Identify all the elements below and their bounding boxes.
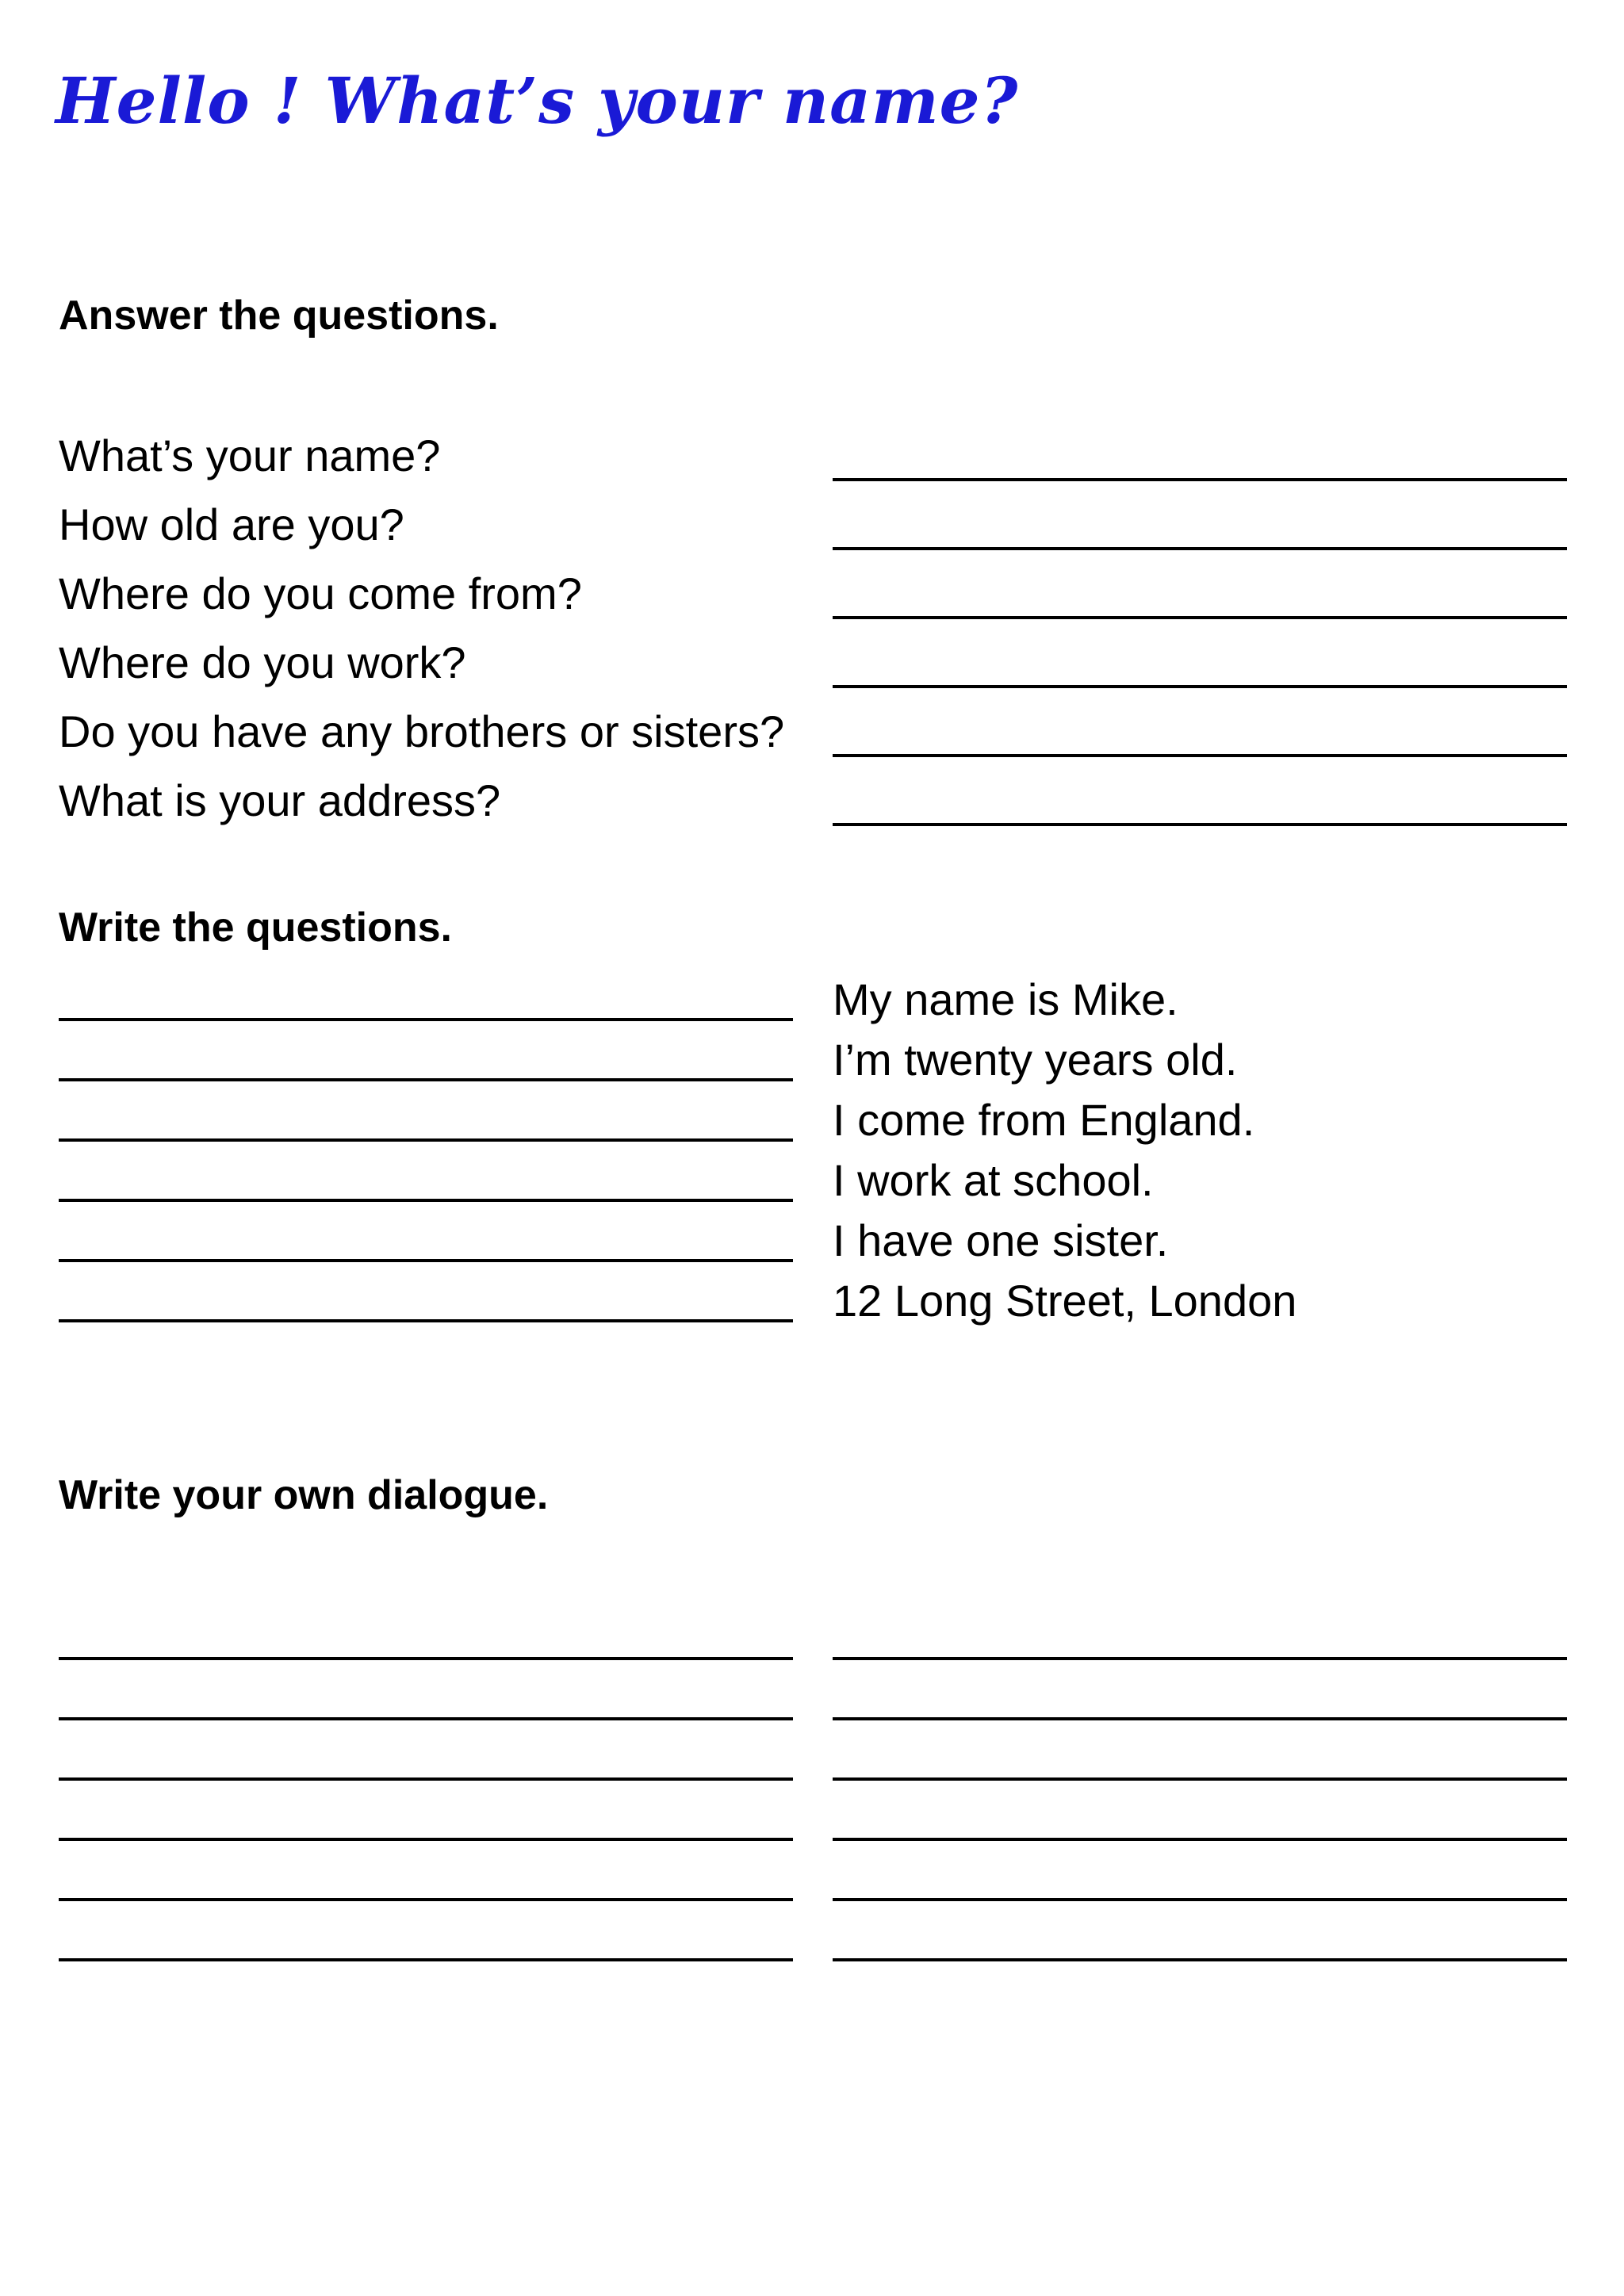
dialogue-line-left[interactable] [59, 1657, 793, 1660]
dialogue-line-right[interactable] [833, 1657, 1567, 1660]
question-text: How old are you? [59, 499, 404, 549]
question-text: What is your address? [59, 775, 501, 825]
question-line[interactable] [59, 1078, 793, 1081]
dialogue-line-right[interactable] [833, 1717, 1567, 1720]
question-text: Do you have any brothers or sisters? [59, 706, 785, 756]
answer-text: I come from England. [833, 1095, 1255, 1145]
dialogue-line-right[interactable] [833, 1838, 1567, 1841]
question-line[interactable] [59, 1018, 793, 1021]
question-line[interactable] [59, 1199, 793, 1202]
question-line[interactable] [59, 1259, 793, 1262]
question-text: Where do you work? [59, 637, 466, 687]
dialogue-line-left[interactable] [59, 1898, 793, 1901]
question-text: What’s your name? [59, 430, 441, 480]
answer-line[interactable] [833, 754, 1567, 757]
answer-line[interactable] [833, 478, 1567, 481]
question-line[interactable] [59, 1319, 793, 1322]
answer-line[interactable] [833, 685, 1567, 688]
answer-text: 12 Long Street, London [833, 1276, 1297, 1326]
answer-text: I work at school. [833, 1155, 1154, 1205]
dialogue-line-left[interactable] [59, 1717, 793, 1720]
dialogue-section-heading: Write your own dialogue. [59, 1472, 549, 1518]
answer-text: My name is Mike. [833, 974, 1178, 1024]
question-text: Where do you come from? [59, 568, 582, 618]
dialogue-line-left[interactable] [59, 1777, 793, 1781]
question-line[interactable] [59, 1138, 793, 1142]
write-section-heading: Write the questions. [59, 905, 452, 951]
answer-line[interactable] [833, 547, 1567, 550]
answer-text: I have one sister. [833, 1215, 1169, 1265]
dialogue-line-right[interactable] [833, 1958, 1567, 1961]
answer-text: I’m twenty years old. [833, 1035, 1238, 1085]
dialogue-line-left[interactable] [59, 1838, 793, 1841]
dialogue-line-right[interactable] [833, 1777, 1567, 1781]
answer-section-heading: Answer the questions. [59, 293, 499, 339]
dialogue-line-left[interactable] [59, 1958, 793, 1961]
answer-line[interactable] [833, 616, 1567, 619]
page-title: Hello ! What’s your name? [56, 63, 1019, 138]
dialogue-line-right[interactable] [833, 1898, 1567, 1901]
answer-line[interactable] [833, 823, 1567, 826]
